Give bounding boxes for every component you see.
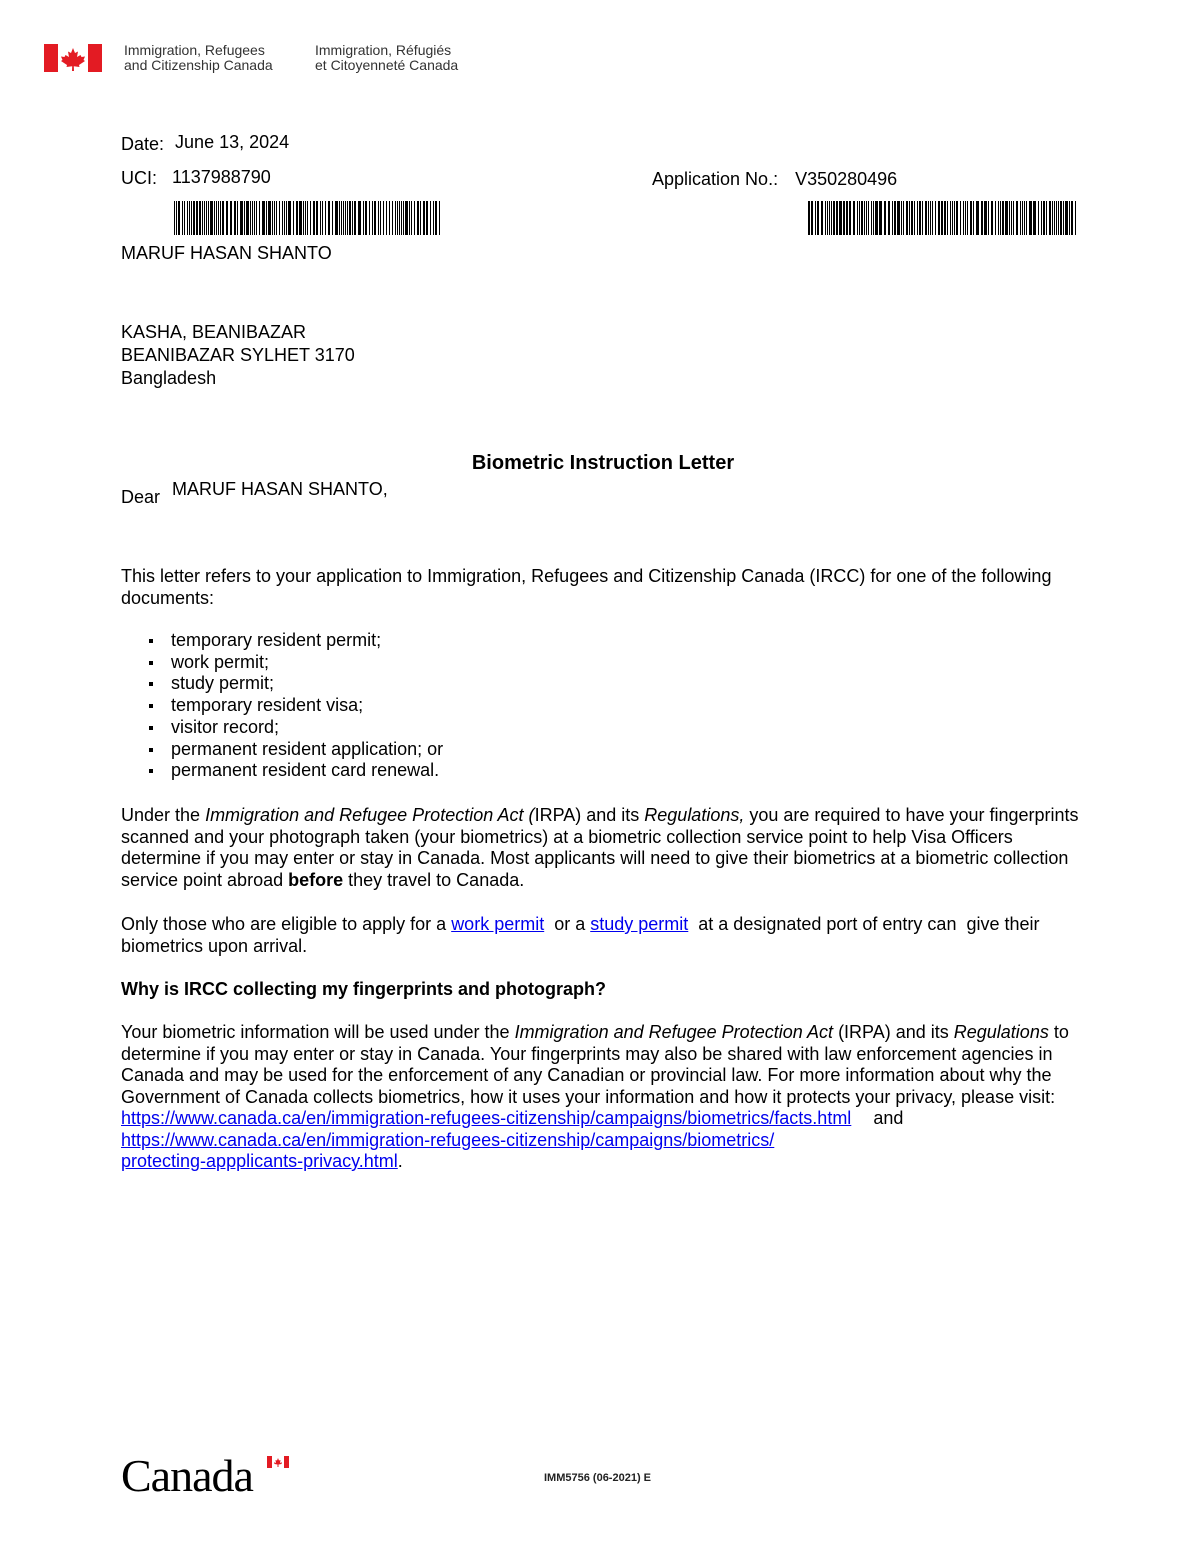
document-list-item: permanent resident card renewal. bbox=[121, 760, 721, 782]
before-bold: before bbox=[288, 869, 344, 890]
biometric-info-paragraph bbox=[121, 1022, 1081, 1173]
salutation-name: MARUF HASAN SHANTO, bbox=[172, 479, 388, 499]
para4-text-c: (IRPA) and its bbox=[833, 1022, 954, 1042]
recipient-name: MARUF HASAN SHANTO bbox=[121, 243, 332, 263]
work-permit-link[interactable]: work permit bbox=[451, 914, 545, 934]
address-line1: KASHA, BEANIBAZAR bbox=[121, 322, 307, 342]
uci-barcode bbox=[174, 201, 444, 235]
department-signature-fr bbox=[315, 43, 458, 73]
para2-text-a: Under the bbox=[121, 805, 206, 825]
application-value: V350280496 bbox=[795, 169, 898, 189]
privacy-link-line2[interactable]: protecting-appplicants-privacy.html bbox=[121, 1151, 398, 1171]
application-barcode bbox=[808, 201, 1080, 235]
dept-name-fr-line1: Immigration, Réfugiés bbox=[315, 42, 452, 58]
uci-row bbox=[121, 168, 271, 189]
canada-wordmark-text: Canada bbox=[121, 1450, 253, 1501]
act-name-italic: Immigration and Refugee Protection Act ( bbox=[205, 805, 535, 825]
para3-text-b: or a bbox=[544, 914, 591, 934]
dept-name-fr-line2: et Citoyenneté Canada bbox=[315, 57, 459, 73]
para3-text-c: at a designated port of entry can give their biometrics upon arrival. bbox=[121, 914, 1045, 956]
study-permit-link[interactable]: study permit bbox=[590, 914, 689, 934]
barcode-gap bbox=[1076, 201, 1078, 235]
irpa-paragraph bbox=[121, 805, 1096, 891]
canada-wordmark bbox=[121, 1450, 253, 1501]
application-row bbox=[652, 169, 897, 190]
regulations-italic-2: Regulations bbox=[953, 1022, 1049, 1042]
application-label: Application No.: bbox=[652, 169, 779, 189]
document-list-item: visitor record; bbox=[121, 717, 721, 739]
salutation: Dear bbox=[121, 487, 161, 507]
dept-name-en-line2: and Citizenship Canada bbox=[124, 57, 273, 73]
address-block bbox=[121, 321, 355, 390]
address-line3: Bangladesh bbox=[121, 368, 217, 388]
uci-value: 1137988790 bbox=[172, 167, 271, 187]
documents-list bbox=[121, 630, 721, 782]
dept-name-en-line1: Immigration, Refugees bbox=[124, 42, 265, 58]
wordmark-flag-icon bbox=[267, 1456, 289, 1468]
date-row bbox=[121, 134, 289, 155]
para4-text-a: Your biometric information will be used under the bbox=[121, 1022, 515, 1042]
document-list-item: permanent resident application; or bbox=[121, 739, 721, 761]
intro-paragraph: This letter refers to your application to Immigration, Refugees and Citizenship Canada (IRCC) for one of the following documents: bbox=[121, 566, 1052, 608]
para2-text-c: IRPA) and its bbox=[534, 805, 645, 825]
biometrics-facts-link[interactable]: https://www.canada.ca/en/immigration-refugees-citizenship/campaigns/biometrics/facts.html bbox=[121, 1108, 852, 1128]
document-list-item: temporary resident visa; bbox=[121, 695, 721, 717]
letter-title: Biometric Instruction Letter bbox=[471, 452, 735, 474]
para3-text-a: Only those who are eligible to apply for a bbox=[121, 914, 452, 934]
barcode-gap bbox=[440, 201, 442, 235]
date-label: Date: bbox=[121, 134, 165, 154]
address-line2: BEANIBAZAR SYLHET 3170 bbox=[121, 345, 355, 365]
department-signature-en bbox=[124, 43, 273, 73]
document-list-item: temporary resident permit; bbox=[121, 630, 721, 652]
regulations-italic: Regulations, bbox=[644, 805, 745, 825]
document-list-item: study permit; bbox=[121, 673, 721, 695]
date-value: June 13, 2024 bbox=[175, 132, 290, 152]
para2-text-e: you are required to have your fingerprints scanned and your photograph taken (your biometrics) at a biometric collection service point to help Visa Officers determine if you may enter or stay in Canada. Most applicants will need to give their biometrics at a biometric collection service point abroad bbox=[121, 805, 1079, 890]
para4-end: . bbox=[397, 1151, 403, 1171]
canada-flag-icon bbox=[44, 44, 102, 72]
act-name-italic-2: Immigration and Refugee Protection Act bbox=[514, 1022, 834, 1042]
and-text: and bbox=[873, 1108, 904, 1128]
para2-text-g: they travel to Canada. bbox=[343, 869, 525, 890]
uci-label: UCI: bbox=[121, 168, 157, 188]
para4-text-e: to determine if you may enter or stay in Canada. Your fingerprints may also be shared with law enforcement agencies in Canada and may be used for the enforcement of any Canadian or provincial law. For more information about why the Government of Canada collects biometrics, how it uses your information and how it protects your privacy, please visit: bbox=[121, 1022, 1069, 1107]
privacy-link-line1[interactable]: https://www.canada.ca/en/immigration-refugees-citizenship/campaigns/biometrics/ bbox=[121, 1129, 775, 1150]
document-list-item: work permit; bbox=[121, 652, 721, 674]
form-code: IMM5756 (06-2021) E bbox=[544, 1472, 651, 1484]
port-of-entry-paragraph bbox=[121, 914, 1081, 957]
why-heading: Why is IRCC collecting my fingerprints and photograph? bbox=[121, 979, 607, 999]
